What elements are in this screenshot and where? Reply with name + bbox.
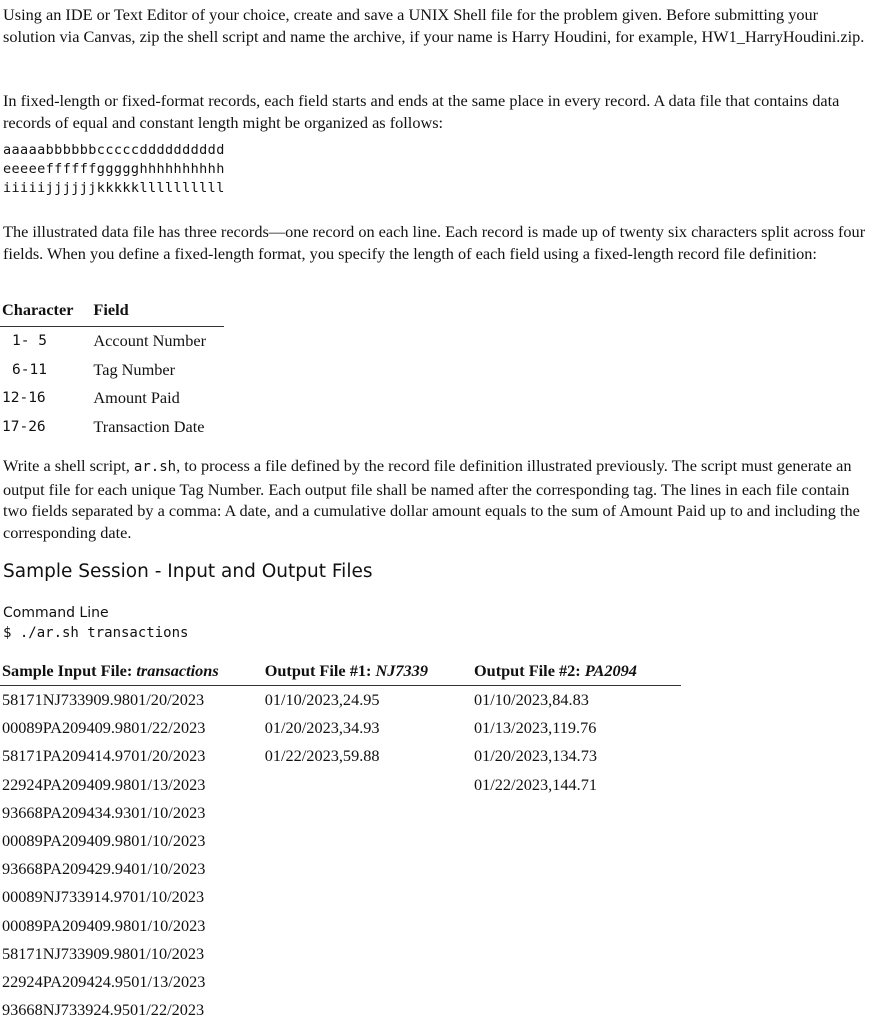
table-row	[0, 384, 224, 413]
character-range: 17-26	[2, 418, 46, 435]
field-name: Tag Number	[93, 359, 176, 379]
output2-line	[472, 827, 681, 855]
field-name: Amount Paid	[93, 388, 180, 408]
column-header	[0, 660, 263, 686]
column-header	[263, 660, 472, 686]
input-record: 00089PA209409.9801/10/2023	[2, 831, 206, 851]
input-record: 93668PA209429.9401/10/2023	[2, 859, 206, 879]
record-definition-table	[0, 298, 224, 441]
output1-line	[263, 771, 472, 799]
example-line: eeeeeffffffggggghhhhhhhhhh	[3, 161, 225, 177]
input-record: 22924PA209409.9801/13/2023	[2, 774, 206, 794]
field-name: Transaction Date	[93, 416, 205, 436]
sample-files-table	[0, 660, 681, 1024]
input-record: 00089NJ733914.9701/10/2023	[2, 887, 205, 907]
table-row	[0, 940, 681, 968]
output2-line	[472, 883, 681, 911]
header-file-name: NJ7339	[375, 661, 428, 680]
table-row	[0, 327, 224, 356]
output2-line: 01/22/2023,144.71	[473, 774, 597, 794]
table-row	[0, 996, 681, 1024]
task-text: , to process a file defined by the record file definition illustrated previously. The script must generate an output file for each unique Tag Number. Each output file shall be named after the corresponding tag. The lines in each file contain two fields separated by a comma: A date, and a cumulative dollar amount equals to the sum of Amount Paid up to and including the corresponding date.	[3, 456, 860, 542]
header-label: Output File #1:	[264, 661, 376, 680]
output2-line	[472, 940, 681, 968]
input-record: 58171PA209414.9701/20/2023	[2, 746, 206, 766]
illustrated-paragraph: The illustrated data file has three records—one record on each line. Each record is made up of twenty six characters split across four fields. When you define a fixed-length format, you specify the length of each field using a fixed-length record file definition:	[3, 222, 866, 263]
table-row	[0, 356, 224, 385]
example-records	[3, 141, 225, 198]
column-header: Field	[91, 298, 224, 327]
header-label: Sample Input File:	[2, 661, 137, 680]
output1-line	[263, 855, 472, 883]
table-row	[0, 742, 681, 770]
column-header: Character	[0, 298, 91, 327]
table-row	[0, 714, 681, 742]
output2-line: 01/13/2023,119.76	[473, 718, 597, 738]
output1-line: 01/20/2023,34.93	[264, 718, 380, 738]
header-label: Output File #2:	[473, 661, 585, 680]
output1-line	[263, 912, 472, 940]
example-line: iiiiijjjjjjkkkkkllllllllll	[3, 180, 225, 196]
table-row	[0, 855, 681, 883]
command-label: Command Line	[3, 605, 109, 621]
output2-line	[472, 996, 681, 1024]
output2-line: 01/20/2023,134.73	[473, 746, 597, 766]
output2-line	[472, 968, 681, 996]
output2-line	[472, 799, 681, 827]
command-text: $ ./ar.sh transactions	[3, 625, 189, 641]
input-record: 58171NJ733909.9801/20/2023	[2, 690, 205, 710]
output1-line: 01/10/2023,24.95	[264, 690, 380, 710]
character-range: 1- 5	[12, 333, 47, 350]
input-record: 00089PA209409.9801/22/2023	[2, 718, 206, 738]
table-row	[0, 413, 224, 442]
input-record: 22924PA209424.9501/13/2023	[2, 971, 206, 991]
section-heading: Sample Session - Input and Output Files	[3, 561, 373, 582]
script-name: ar.sh	[133, 459, 177, 475]
output1-line	[263, 827, 472, 855]
header-file-name: PA2094	[584, 661, 637, 680]
fixed-length-paragraph: In fixed-length or fixed-format records, each field starts and ends at the same place in every record. A data file that contains data records of equal and constant length might be organized as follows:	[3, 91, 840, 132]
output1-line: 01/22/2023,59.88	[264, 746, 380, 766]
output2-line	[472, 855, 681, 883]
table-row	[0, 799, 681, 827]
output1-line	[263, 799, 472, 827]
column-header	[472, 660, 681, 686]
table-row	[0, 883, 681, 911]
intro-paragraph: Using an IDE or Text Editor of your choice, create and save a UNIX Shell file for the problem given. Before submitting your solution via Canvas, zip the shell script and name the archive, if your name is Harry Houdini, for example, HW1_HarryHoudini.zip.	[3, 5, 865, 46]
character-range: 6-11	[12, 361, 47, 378]
table-row	[0, 686, 681, 715]
table-row	[0, 912, 681, 940]
input-record: 93668PA209434.9301/10/2023	[2, 802, 206, 822]
output2-line: 01/10/2023,84.83	[473, 690, 589, 710]
task-paragraph	[3, 455, 869, 543]
input-record: 93668NJ733924.9501/22/2023	[2, 1000, 205, 1020]
character-range: 12-16	[2, 390, 46, 407]
input-record: 00089PA209409.9801/10/2023	[2, 915, 206, 935]
output2-line	[472, 912, 681, 940]
output1-line	[263, 883, 472, 911]
table-row	[0, 827, 681, 855]
task-text: Write a shell script,	[3, 456, 134, 475]
header-file-name: transactions	[136, 661, 219, 680]
table-row	[0, 771, 681, 799]
table-row	[0, 968, 681, 996]
output1-line	[263, 968, 472, 996]
input-record: 58171NJ733909.9801/10/2023	[2, 943, 205, 963]
example-line: aaaaabbbbbbcccccdddddddddd	[3, 142, 225, 158]
output1-line	[263, 940, 472, 968]
field-name: Account Number	[93, 331, 206, 351]
output1-line	[263, 996, 472, 1024]
